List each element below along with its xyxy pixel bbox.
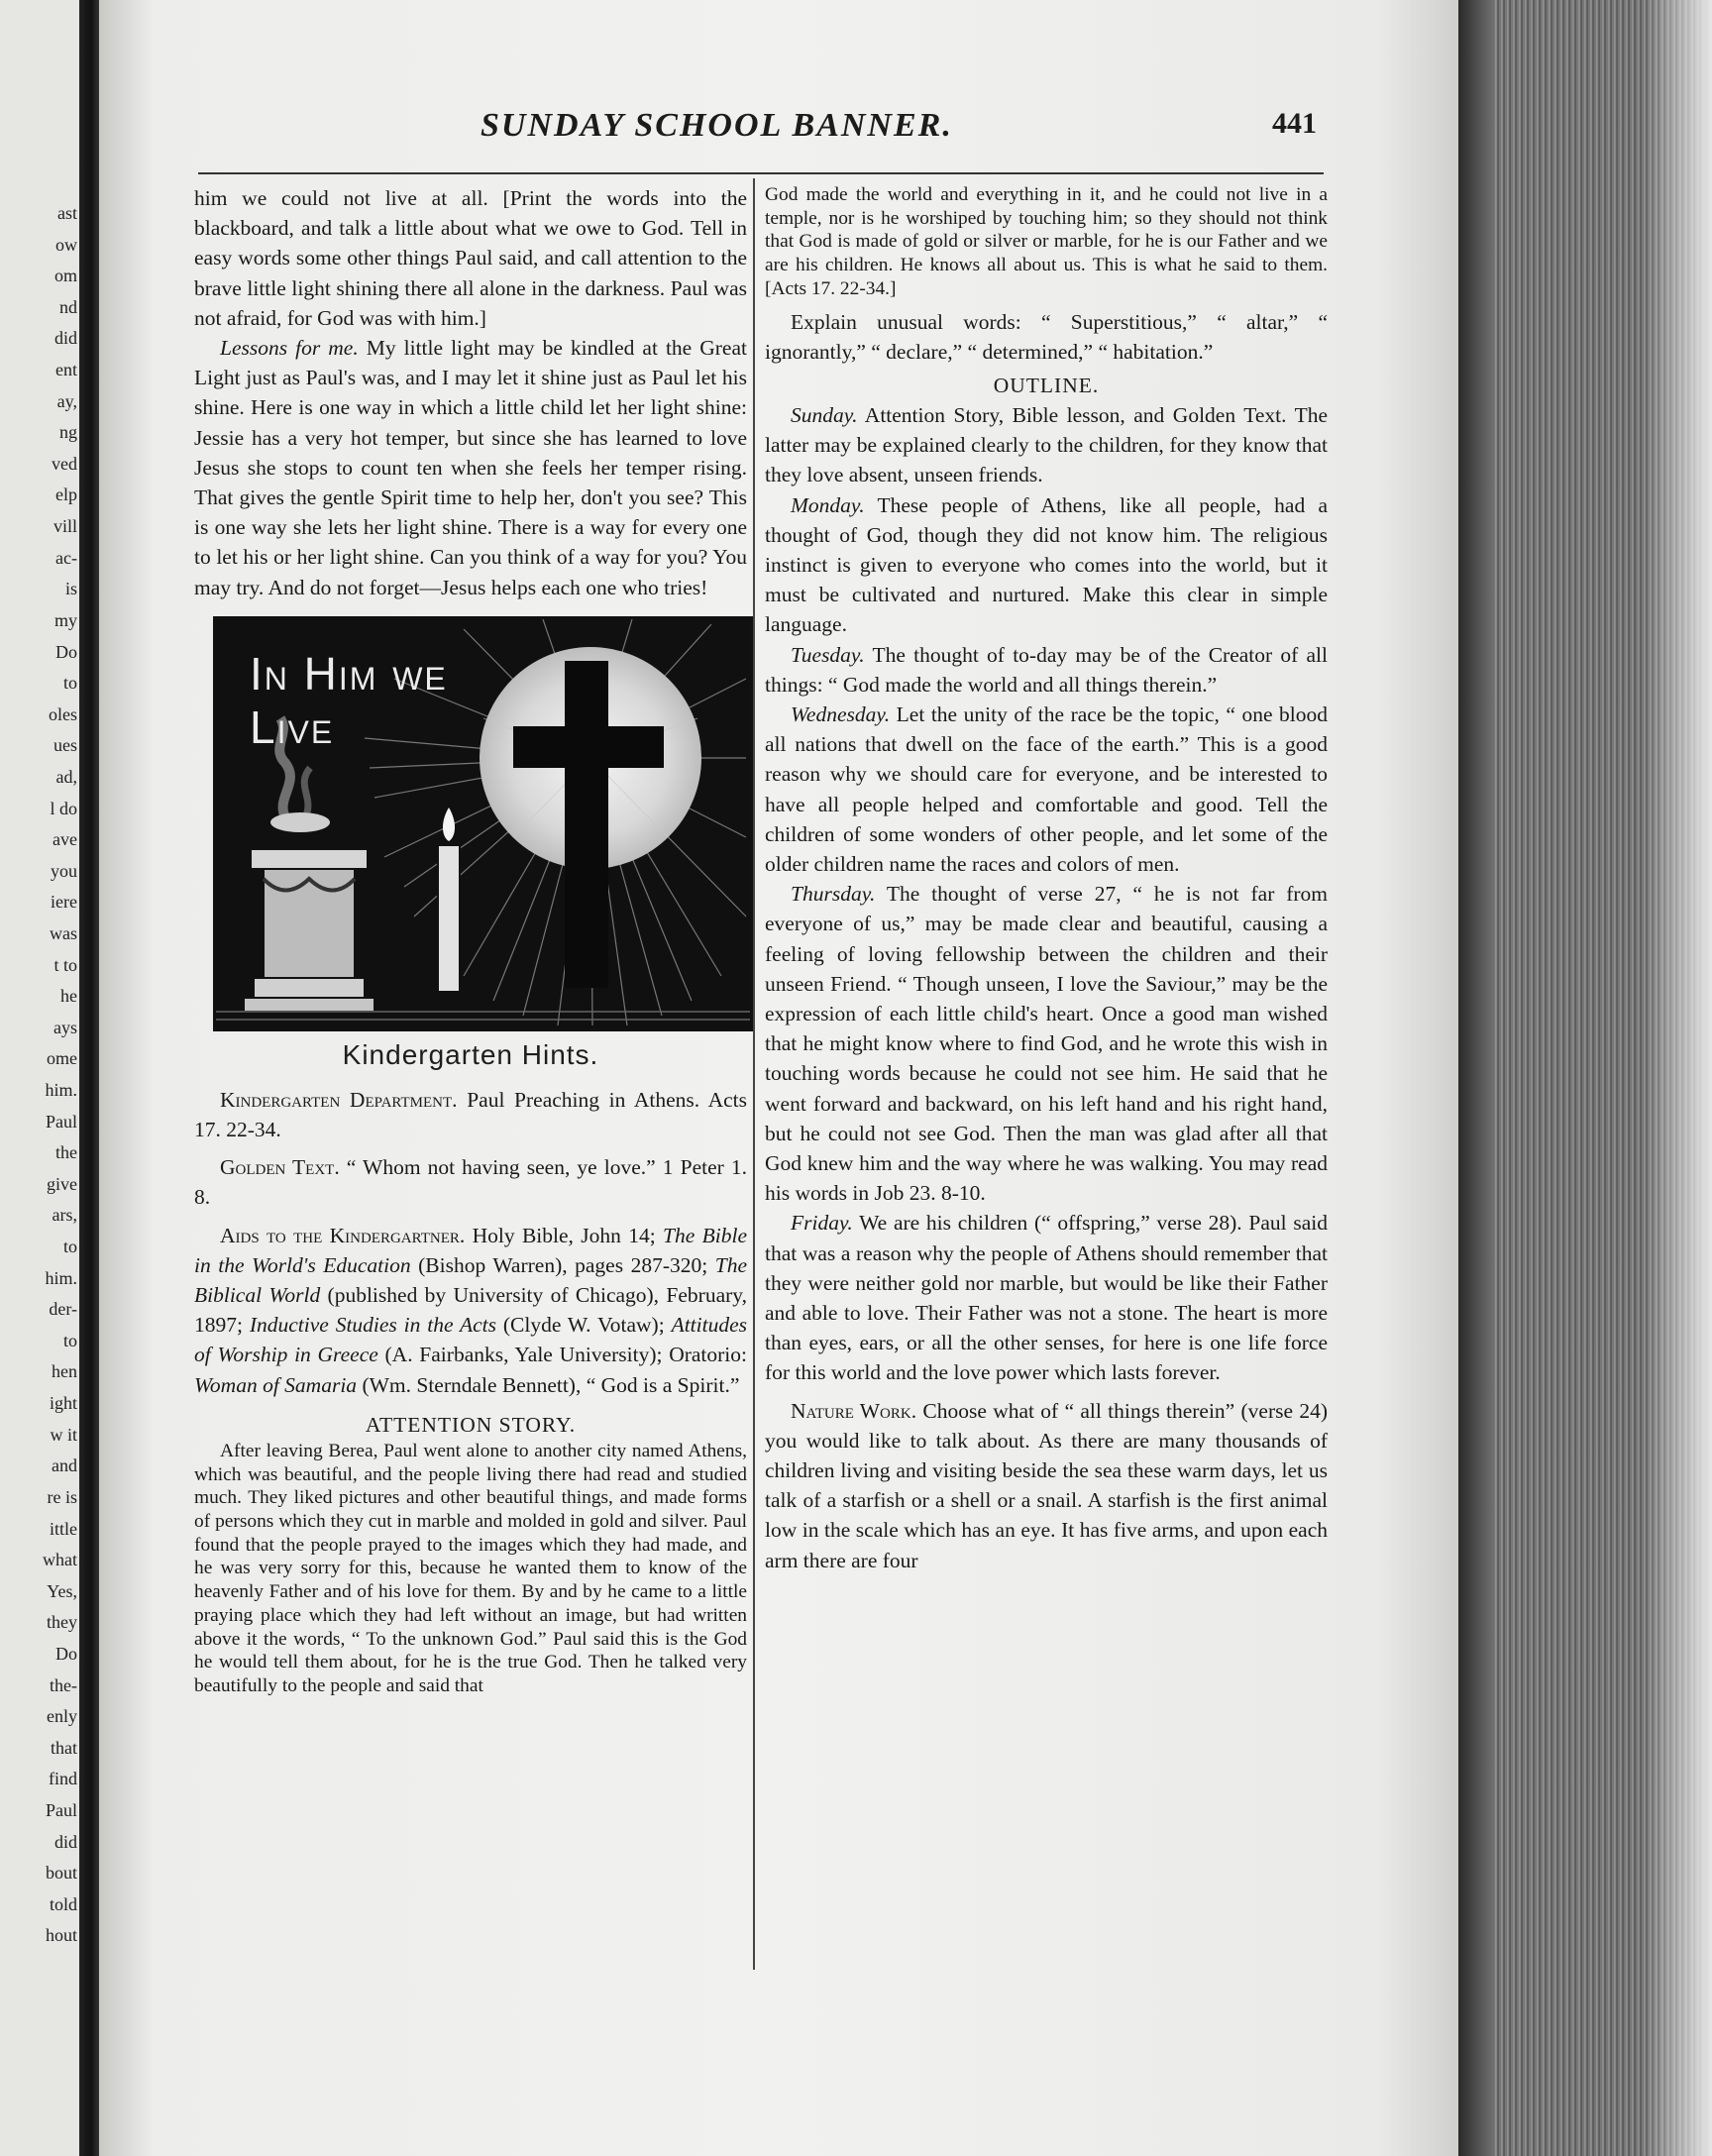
wednesday-text: Let the unity of the race be the topic, “ one blood all nations that dwell on the face of the earth.” This is a good reason why we should care for everyone, and be interested to have all people helped and comfortable and good. Tell the children of some wonders of other people, and let some of the older children name the races and colors of men. xyxy=(765,701,1328,876)
aids-reference: Woman of Samaria xyxy=(194,1372,358,1397)
facing-page-fragment: vill xyxy=(53,516,77,537)
facing-page-fragment: ays xyxy=(54,1017,77,1037)
continued-paragraph: God made the world and everything in it, and he could not live in a temple, nor is he worshiped by touching him; so they should not think that God is made of gold or silver or marble, for he is our Father and we are his children. He knows all about us. This is what he said to them. [Acts 17. 22-34.] xyxy=(765,184,1328,299)
golden-text: “ Whom not having seen, ye love.” 1 Peter 1. 8. xyxy=(194,1155,748,1210)
outline-heading: OUTLINE. xyxy=(993,373,1100,397)
nature-work-paragraph xyxy=(765,1396,1328,1575)
facing-page-fragment: oles xyxy=(49,703,77,724)
facing-page-fragment: hen xyxy=(52,1361,77,1382)
facing-page-fragment: did xyxy=(54,1831,77,1852)
department-text: Paul Preaching in Athens. Acts 17. 22-34. xyxy=(194,1087,747,1142)
column-divider xyxy=(753,178,755,1970)
facing-page-fragment: the xyxy=(55,1142,77,1163)
facing-page-fragment: hout xyxy=(45,1925,77,1946)
facing-page-fragment: to xyxy=(62,1330,77,1350)
facing-page-fragment: what xyxy=(43,1550,77,1570)
facing-page-fragment: and xyxy=(52,1455,77,1476)
tuesday-paragraph xyxy=(765,640,1328,700)
facing-page-fragment: ues xyxy=(54,735,77,756)
facing-page-fragment: bout xyxy=(45,1863,77,1884)
facing-page-fragment: give xyxy=(47,1173,77,1194)
monday-paragraph xyxy=(765,490,1328,640)
lessons-paragraph xyxy=(194,333,747,602)
facing-page-fragment: om xyxy=(54,266,77,286)
facing-page-fragment: Paul xyxy=(45,1111,77,1132)
facing-page-fragment: you xyxy=(51,860,77,881)
wednesday-label: Wednesday. xyxy=(791,701,891,726)
thursday-paragraph xyxy=(765,879,1328,1208)
nature-work-label: Nature Work. xyxy=(791,1398,917,1423)
facing-page-fragment: ittle xyxy=(50,1518,77,1539)
page-number: 441 xyxy=(1272,107,1317,140)
aids-label: Aids to the Kindergartner. xyxy=(220,1223,466,1247)
aids-reference: The Biblical World xyxy=(194,1252,747,1308)
left-column xyxy=(194,183,747,1698)
sunday-label: Sunday. xyxy=(791,402,858,427)
aids-text: (Clyde W. Votaw); xyxy=(496,1313,672,1338)
book-gutter xyxy=(79,0,99,2156)
facing-page-fragment: ast xyxy=(57,203,77,223)
wednesday-paragraph xyxy=(765,700,1328,879)
facing-page-fragment: ow xyxy=(55,234,77,255)
facing-page-fragment: to xyxy=(62,673,77,694)
friday-paragraph xyxy=(765,1208,1328,1387)
attention-story-heading: ATTENTION STORY. xyxy=(365,1412,577,1437)
facing-page-fragment: ight xyxy=(49,1393,77,1414)
facing-page-fragment: w it xyxy=(50,1424,77,1445)
facing-page-fragment: they xyxy=(47,1612,77,1633)
right-column xyxy=(765,183,1328,1575)
facing-page-fragment: Do xyxy=(55,641,77,662)
facing-page-fragment: he xyxy=(60,986,77,1007)
facing-page-fragment: der- xyxy=(49,1299,77,1320)
facing-page-fragment: my xyxy=(54,609,77,630)
facing-page-fragment: find xyxy=(49,1769,77,1789)
facing-page-fragment: Yes, xyxy=(47,1580,77,1601)
facing-page-fragment: ac- xyxy=(55,547,77,568)
aids-text: (published by University of Chicago), February, 1897; xyxy=(194,1283,747,1338)
facing-page-fragment: ent xyxy=(55,360,77,380)
explain-words-paragraph: Explain unusual words: “ Superstitious,” “ altar,” “ ignorantly,” “ declare,” “ determined,” “ habitation.” xyxy=(765,309,1328,364)
facing-page-fragment: elp xyxy=(55,485,77,505)
section-heading: Kindergarten Hints. xyxy=(342,1038,599,1070)
running-title: SUNDAY SCHOOL BANNER. xyxy=(481,107,953,144)
nature-work-text: Choose what of “ all things therein” (verse 24) you would like to talk about. As there are many thousands of children living and visiting beside the sea these warm days, let us talk of a starfish or a shell or a snail. A starfish is the first animal low in the scale which has an eye. It has five arms, and upon each arm there are four xyxy=(765,1398,1328,1572)
facing-page-fragment: ad, xyxy=(55,766,77,787)
facing-page-fragment: ave xyxy=(53,829,77,850)
facing-page-fragment: to xyxy=(62,1237,77,1257)
aids-reference: The Bible in the World's Education xyxy=(194,1223,747,1277)
department-paragraph xyxy=(194,1085,747,1144)
sunday-text: Attention Story, Bible lesson, and Golden Text. The latter may be explained clearly to the children, for they know that they love absent, unseen friends. xyxy=(765,402,1328,487)
facing-page-fragment: ars, xyxy=(52,1205,77,1226)
lessons-label: Lessons for me. xyxy=(220,336,359,361)
facing-page-fragment: Paul xyxy=(45,1799,77,1820)
attention-story-text: After leaving Berea, Paul went alone to another city named Athens, which was beautiful, and the people living there had read and studied much. They liked pictures and other beautiful things, and made forms of persons which they cut in marble and molded in gold and silver. Paul found that the people prayed to the images which they had made, and he was very sorry for this, because he wanted them to know of the heavenly Father and of his love for them. By and by he came to a little praying place which they had left without an image, but had written above it the words, “ To the unknown God.” Paul said this is the God he would tell them about, for he is the true God. Then he talked very beautifully to the people and said that xyxy=(194,1440,747,1696)
friday-label: Friday. xyxy=(791,1211,853,1236)
thursday-label: Thursday. xyxy=(791,882,876,907)
aids-text: (Bishop Warren), pages 287-320; xyxy=(410,1252,715,1277)
facing-page-fragment: the- xyxy=(50,1674,77,1695)
facing-page-fragment: him. xyxy=(45,1080,77,1100)
facing-page-fragment: nd xyxy=(59,296,77,317)
facing-page-fragment: ome xyxy=(47,1048,77,1069)
facing-page-fragment: ng xyxy=(59,422,77,443)
facing-page-fragment: ved xyxy=(52,453,77,474)
sunday-paragraph xyxy=(765,400,1328,490)
intro-paragraph: him we could not live at all. [Print the words into the blackboard, and talk a little about what we owe to God. Tell in easy words some other things Paul said, and call attention to the brave little light shining there all alone in the darkness. Paul was not afraid, for God was with him.] xyxy=(194,186,747,330)
facing-page-fragment: iere xyxy=(51,892,77,913)
aids-paragraph xyxy=(194,1221,747,1400)
facing-page-fragment: t to xyxy=(54,954,77,975)
thursday-text: The thought of verse 27, “ he is not far from everyone of us,” may be made clear and beautiful, causing a feeling of loving fellowship between the children and their unseen Friend. “ Though unseen, I love the Saviour,” may be the expression of each little child's heart. Once a good man wished that he might know where to find God, and he wrote this wish in touching words because he could not see him. He said that he went forward and backward, on his left hand and his right hand, but he could not see God. Then the man was glad after all that God knew him and the way where he was walking. You may read his words in Job 23. 8-10. xyxy=(765,882,1328,1206)
facing-page-fragment: l do xyxy=(50,798,77,818)
facing-page-fragment: ay, xyxy=(56,390,77,411)
facing-page-fragment: that xyxy=(51,1737,77,1758)
facing-page-fragment: did xyxy=(54,328,77,349)
header-rule xyxy=(198,172,1324,174)
illustration xyxy=(213,616,753,1031)
golden-text-label: Golden Text. xyxy=(220,1155,340,1180)
golden-text-paragraph xyxy=(194,1152,747,1212)
page-stack-edge xyxy=(1458,0,1712,2156)
aids-text: Holy Bible, John 14; xyxy=(465,1223,664,1247)
department-label: Kindergarten Department. xyxy=(220,1087,458,1112)
lessons-text: My little light may be kindled at the Great Light just as Paul's was, and I may let it shine just as Paul let his shine. Here is one way in which a little child let her light shine: Jessie has a very hot temper, but since she has learned to love Jesus she stops to count ten when she feels her temper rising. That gives the gentle Spirit time to help her, don't you see? This is one way she lets her light shine. There is a way for every one to let his or her light shine. Can you think of a way for you? You may try. And do not forget—Jesus helps each one who tries! xyxy=(194,336,747,599)
monday-text: These people of Athens, like all people, had a thought of God, though they did not know him. The religious instinct is given to everyone who comes into the world, but it must be cultivated and nurtured. Make this clear in simple language. xyxy=(765,492,1328,637)
facing-page-edge xyxy=(0,0,99,2156)
aids-text: (Wm. Sterndale Bennett), “ God is a Spirit.” xyxy=(357,1372,740,1397)
tuesday-label: Tuesday. xyxy=(791,642,865,667)
illustration-title: In Him we Live xyxy=(250,647,448,753)
aids-reference: Attitudes of Worship in Greece xyxy=(194,1313,747,1367)
facing-page-fragment: Do xyxy=(55,1643,77,1664)
facing-page-fragment: told xyxy=(49,1893,77,1914)
facing-page-fragment: re is xyxy=(47,1486,77,1507)
facing-page-fragment: him. xyxy=(45,1267,77,1288)
tuesday-text: The thought of to-day may be of the Creator of all things: “ God made the world and all things therein.” xyxy=(765,642,1328,697)
facing-page-fragment: is xyxy=(64,579,77,599)
aids-text: (A. Fairbanks, Yale University); Oratorio: xyxy=(377,1343,748,1367)
aids-reference: Inductive Studies in the Acts xyxy=(249,1313,496,1338)
friday-text: We are his children (“ offspring,” verse 28). Paul said that was a reason why the people of Athens should remember that they were neither gold nor marble, but would be like their Father and able to love. Their Father was not a stone. The heart is more than eyes, ears, or all the other senses, for here is one life force for this world and the love power which lasts forever. xyxy=(765,1211,1328,1385)
facing-page-fragment: enly xyxy=(47,1706,77,1727)
facing-page-fragment: was xyxy=(50,922,77,943)
monday-label: Monday. xyxy=(791,492,865,517)
